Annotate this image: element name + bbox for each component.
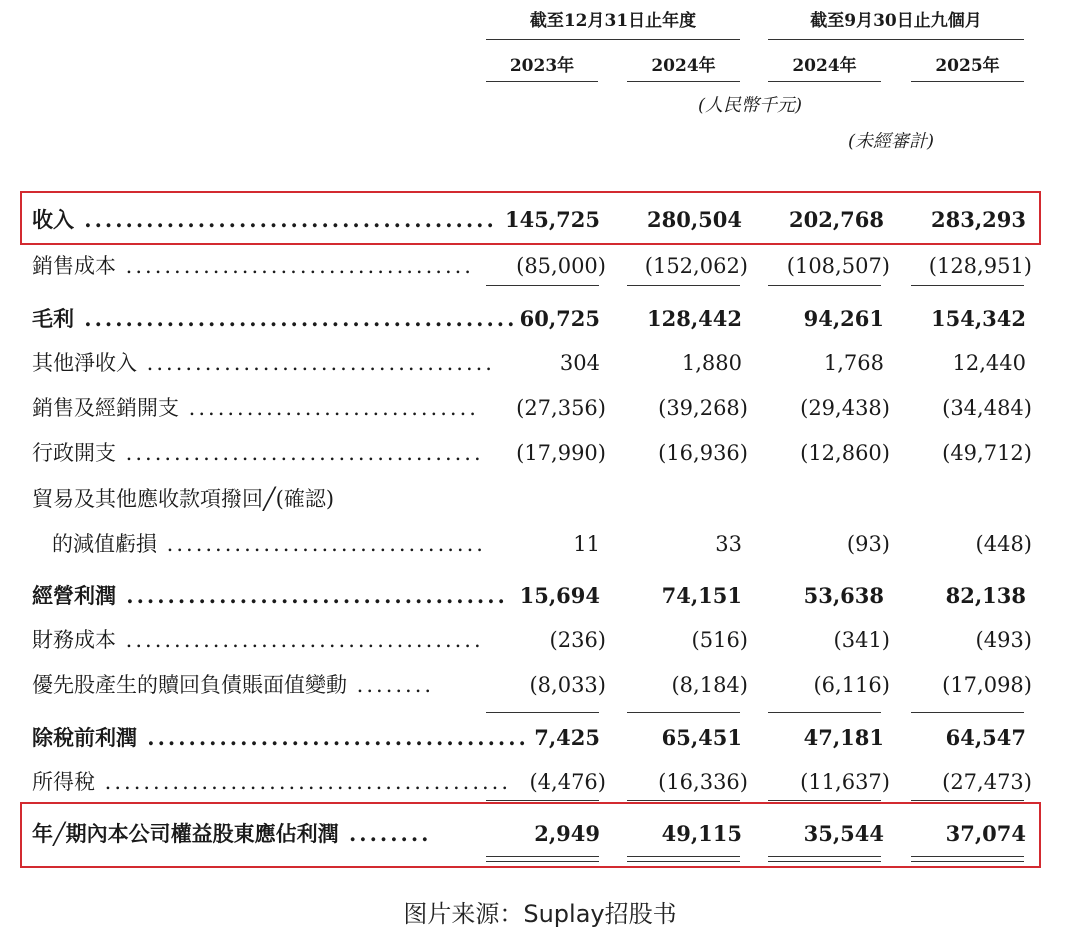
header-group-annual-underline xyxy=(486,39,740,40)
currency-note: (人民幣千元) xyxy=(698,95,803,116)
table-cell: (93) xyxy=(846,532,890,556)
double-rule xyxy=(627,856,740,857)
row-label xyxy=(52,530,486,558)
row-label-text: 的減值虧損 xyxy=(52,532,157,556)
row-label-text: 收入 xyxy=(32,207,74,232)
row-label xyxy=(32,305,518,333)
row-label-text: 銷售成本 xyxy=(32,254,116,278)
table-cell: 37,074 xyxy=(945,821,1026,846)
table-cell: 128,442 xyxy=(647,306,742,331)
row-label xyxy=(32,768,512,796)
leader-dots: ..................................... xyxy=(116,628,484,652)
row-label-text: 行政開支 xyxy=(32,441,116,465)
table-cell: 145,725 xyxy=(505,207,600,232)
row-label xyxy=(32,206,497,234)
row-label-text: 貿易及其他應收款項撥回╱(確認) xyxy=(32,487,335,511)
row-label xyxy=(32,626,484,654)
row-label xyxy=(32,485,457,513)
subtotal-rule xyxy=(627,285,740,286)
table-cell: 280,504 xyxy=(647,207,742,232)
double-rule xyxy=(768,861,881,862)
row-label-text: 銷售及經銷開支 xyxy=(32,396,179,420)
double-rule xyxy=(486,861,599,862)
table-cell: (17,098) xyxy=(942,673,1032,697)
double-rule xyxy=(911,856,1024,857)
table-cell: 283,293 xyxy=(931,207,1026,232)
row-label-text: 所得稅 xyxy=(32,770,95,794)
table-cell: 60,725 xyxy=(519,306,600,331)
table-cell: (493) xyxy=(975,628,1032,652)
row-label xyxy=(32,820,457,848)
leader-dots: ........................................ xyxy=(74,207,497,232)
table-cell: 304 xyxy=(559,351,600,375)
table-cell: 47,181 xyxy=(803,725,884,750)
header-year-4: 2025年 xyxy=(935,56,1000,76)
header-year-3-underline xyxy=(768,81,881,82)
subtotal-rule xyxy=(486,285,599,286)
leader-dots: ........ xyxy=(347,673,435,697)
table-cell: 74,151 xyxy=(661,583,742,608)
row-label-text: 其他淨收入 xyxy=(32,351,137,375)
table-cell: 53,638 xyxy=(803,583,884,608)
subtotal-rule xyxy=(911,712,1024,713)
table-cell: 64,547 xyxy=(945,725,1026,750)
table-cell: (341) xyxy=(833,628,890,652)
row-label-text: 優先股產生的贖回負債賬面值變動 xyxy=(32,673,347,697)
unaudited-note: (未經審計) xyxy=(848,131,935,152)
table-cell: 15,694 xyxy=(519,583,600,608)
table-cell: (39,268) xyxy=(658,396,748,420)
subtotal-rule xyxy=(627,712,740,713)
table-cell: (49,712) xyxy=(942,441,1032,465)
header-group-nine-months-underline xyxy=(768,39,1024,40)
subtotal-rule xyxy=(486,712,599,713)
row-label-text: 經營利潤 xyxy=(32,583,116,608)
table-cell: (29,438) xyxy=(800,396,890,420)
table-cell: 154,342 xyxy=(931,306,1026,331)
table-cell: (128,951) xyxy=(928,254,1032,278)
table-cell: (27,473) xyxy=(942,770,1032,794)
table-cell: (27,356) xyxy=(516,396,606,420)
table-cell: (34,484) xyxy=(942,396,1032,420)
table-cell: 49,115 xyxy=(661,821,742,846)
table-cell: (12,860) xyxy=(800,441,890,465)
table-cell: 12,440 xyxy=(952,351,1026,375)
table-cell: 82,138 xyxy=(945,583,1026,608)
table-cell: (4,476) xyxy=(529,770,606,794)
row-label xyxy=(32,671,457,699)
table-cell: (236) xyxy=(549,628,606,652)
table-cell: (108,507) xyxy=(786,254,890,278)
table-cell: (152,062) xyxy=(644,254,748,278)
row-label-text: 財務成本 xyxy=(32,628,116,652)
subtotal-rule xyxy=(911,285,1024,286)
leader-dots: .................................... xyxy=(116,254,474,278)
row-label-text: 除稅前利潤 xyxy=(32,725,137,750)
table-cell: (8,184) xyxy=(671,673,748,697)
table-cell: 1,768 xyxy=(823,351,884,375)
row-label xyxy=(32,349,495,377)
table-cell: 2,949 xyxy=(534,821,600,846)
table-cell: 7,425 xyxy=(534,725,600,750)
header-year-2: 2024年 xyxy=(651,56,716,76)
subtotal-rule xyxy=(768,712,881,713)
header-year-4-underline xyxy=(911,81,1024,82)
header-year-2-underline xyxy=(627,81,740,82)
table-cell: (8,033) xyxy=(529,673,606,697)
row-label xyxy=(32,724,529,752)
row-label xyxy=(32,252,474,280)
subtotal-rule xyxy=(486,800,599,801)
table-cell: 35,544 xyxy=(803,821,884,846)
image-caption: 图片来源：Suplay招股书 xyxy=(403,900,677,928)
header-group-nine-months: 截至9月30日止九個月 xyxy=(810,11,982,31)
leader-dots: .................................... xyxy=(137,351,495,375)
table-cell: 94,261 xyxy=(803,306,884,331)
leader-dots: .............................. xyxy=(179,396,479,420)
leader-dots: .......................................... xyxy=(95,770,512,794)
leader-dots: ................................. xyxy=(157,532,486,556)
table-cell: (16,936) xyxy=(658,441,748,465)
header-year-1-underline xyxy=(486,81,598,82)
row-label xyxy=(32,439,484,467)
table-cell: 1,880 xyxy=(681,351,742,375)
subtotal-rule xyxy=(627,800,740,801)
double-rule xyxy=(768,856,881,857)
leader-dots: ..................................... xyxy=(116,583,508,608)
table-cell: (16,336) xyxy=(658,770,748,794)
leader-dots: .......................................... xyxy=(74,306,518,331)
leader-dots: ........ xyxy=(338,821,432,846)
double-rule xyxy=(911,861,1024,862)
leader-dots: ..................................... xyxy=(116,441,484,465)
table-cell: 202,768 xyxy=(789,207,884,232)
table-cell: (516) xyxy=(691,628,748,652)
header-group-annual: 截至12月31日止年度 xyxy=(529,11,697,31)
double-rule xyxy=(486,856,599,857)
row-label xyxy=(32,394,479,422)
header-year-3: 2024年 xyxy=(792,56,857,76)
row-label xyxy=(32,582,508,610)
table-cell: 65,451 xyxy=(661,725,742,750)
table-cell: (85,000) xyxy=(516,254,606,278)
table-cell: (17,990) xyxy=(516,441,606,465)
table-cell: (11,637) xyxy=(800,770,890,794)
subtotal-rule xyxy=(911,800,1024,801)
header-year-1: 2023年 xyxy=(509,56,575,76)
row-label-text: 毛利 xyxy=(32,306,74,331)
table-cell: 33 xyxy=(715,532,742,556)
row-label-text: 年╱期內本公司權益股東應佔利潤 xyxy=(32,821,339,846)
double-rule xyxy=(627,861,740,862)
subtotal-rule xyxy=(768,800,881,801)
leader-dots: ..................................... xyxy=(137,725,529,750)
table-cell: (6,116) xyxy=(813,673,890,697)
table-cell: 11 xyxy=(573,532,600,556)
table-cell: (448) xyxy=(975,532,1032,556)
subtotal-rule xyxy=(768,285,881,286)
